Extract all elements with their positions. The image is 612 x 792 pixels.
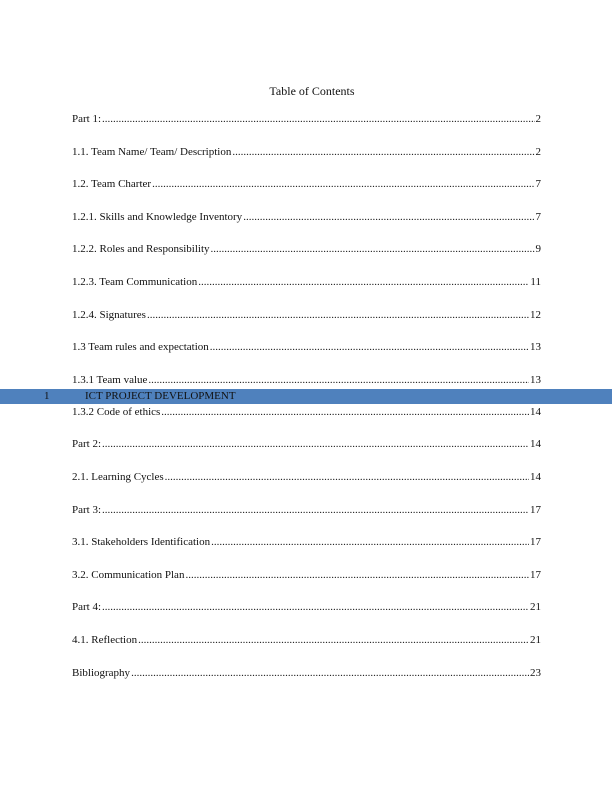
toc-entry-page: 14 bbox=[530, 406, 541, 418]
toc-entry-page: 17 bbox=[530, 569, 541, 581]
toc-entry-page: 7 bbox=[535, 178, 541, 190]
toc-dot-leader bbox=[211, 535, 529, 549]
toc-entry[interactable] bbox=[72, 405, 541, 419]
toc-entry-label: 4.1. Reflection bbox=[72, 634, 138, 646]
toc-entry[interactable] bbox=[72, 373, 541, 387]
toc-entry[interactable] bbox=[72, 666, 541, 680]
toc-dot-leader bbox=[102, 437, 529, 451]
toc-entry[interactable] bbox=[72, 177, 541, 191]
toc-entry[interactable] bbox=[72, 535, 541, 549]
toc-entry-page: 7 bbox=[535, 211, 541, 223]
toc-dot-leader bbox=[102, 112, 534, 126]
toc-entry-label: Part 4: bbox=[72, 601, 102, 613]
toc-dot-leader bbox=[161, 405, 529, 419]
toc-entry-label: 1.1. Team Name/ Team/ Description bbox=[72, 146, 232, 158]
toc-entry-label: Bibliography bbox=[72, 667, 131, 679]
toc-entry-page: 2 bbox=[535, 146, 541, 158]
toc-title: Table of Contents bbox=[269, 84, 355, 98]
toc-entry-label: Part 2: bbox=[72, 438, 102, 450]
toc-entry-page: 11 bbox=[530, 276, 541, 288]
toc-entry[interactable] bbox=[72, 503, 541, 517]
toc-entry-label: 1.3 Team rules and expectation bbox=[72, 341, 209, 353]
toc-entry[interactable] bbox=[72, 210, 541, 224]
toc-entry-label: 3.1. Stakeholders Identification bbox=[72, 536, 211, 548]
toc-dot-leader bbox=[102, 600, 529, 614]
toc-dot-leader bbox=[152, 177, 534, 191]
toc-entry-label: 1.2.1. Skills and Knowledge Inventory bbox=[72, 211, 243, 223]
toc-entry-page: 23 bbox=[530, 667, 541, 679]
toc-dot-leader bbox=[185, 568, 529, 582]
toc-entry-page: 14 bbox=[530, 471, 541, 483]
toc-entry[interactable] bbox=[72, 340, 541, 354]
toc-entry-label: 2.1. Learning Cycles bbox=[72, 471, 164, 483]
header-title: ICT PROJECT DEVELOPMENT bbox=[85, 390, 236, 402]
toc-entry-label: 1.2.2. Roles and Responsibility bbox=[72, 243, 210, 255]
toc-entry-page: 13 bbox=[530, 341, 541, 353]
toc-entry[interactable] bbox=[72, 633, 541, 647]
toc-entry[interactable] bbox=[72, 470, 541, 484]
toc-dot-leader bbox=[102, 503, 529, 517]
toc-entry-label: Part 3: bbox=[72, 504, 102, 516]
toc-entry-page: 9 bbox=[535, 243, 541, 255]
toc-entry-label: 1.2.3. Team Communication bbox=[72, 276, 198, 288]
toc-dot-leader bbox=[138, 633, 529, 647]
toc-dot-leader bbox=[198, 275, 529, 289]
toc-dot-leader bbox=[148, 373, 529, 387]
toc-dot-leader bbox=[210, 340, 529, 354]
toc-entry[interactable] bbox=[72, 242, 541, 256]
toc-entry-page: 21 bbox=[530, 634, 541, 646]
toc-entry-page: 17 bbox=[530, 536, 541, 548]
header-page-number: 1 bbox=[44, 390, 50, 402]
toc-entry[interactable] bbox=[72, 112, 541, 126]
toc-entry-label: Part 1: bbox=[72, 113, 102, 125]
toc-entry-label: 3.2. Communication Plan bbox=[72, 569, 185, 581]
toc-entry-label: 1.2.4. Signatures bbox=[72, 309, 146, 321]
toc-dot-leader bbox=[232, 145, 534, 159]
toc-entry-page: 17 bbox=[530, 504, 541, 516]
page-header-band bbox=[0, 389, 612, 404]
toc-entry-page: 13 bbox=[530, 374, 541, 386]
toc-entry[interactable] bbox=[72, 437, 541, 451]
toc-entry-label: 1.3.1 Team value bbox=[72, 374, 148, 386]
toc-entry-page: 12 bbox=[530, 309, 541, 321]
toc-entry-page: 21 bbox=[530, 601, 541, 613]
toc-dot-leader bbox=[131, 666, 529, 680]
toc-dot-leader bbox=[147, 308, 529, 322]
toc-dot-leader bbox=[211, 242, 535, 256]
toc-entry[interactable] bbox=[72, 308, 541, 322]
toc-entry-label: 1.3.2 Code of ethics bbox=[72, 406, 161, 418]
toc-entry[interactable] bbox=[72, 568, 541, 582]
toc-entry[interactable] bbox=[72, 600, 541, 614]
toc-entry-label: 1.2. Team Charter bbox=[72, 178, 152, 190]
toc-dot-leader bbox=[243, 210, 534, 224]
toc-entry-page: 2 bbox=[535, 113, 541, 125]
toc-entry[interactable] bbox=[72, 145, 541, 159]
toc-entry-page: 14 bbox=[530, 438, 541, 450]
toc-entry[interactable] bbox=[72, 275, 541, 289]
toc-dot-leader bbox=[165, 470, 529, 484]
